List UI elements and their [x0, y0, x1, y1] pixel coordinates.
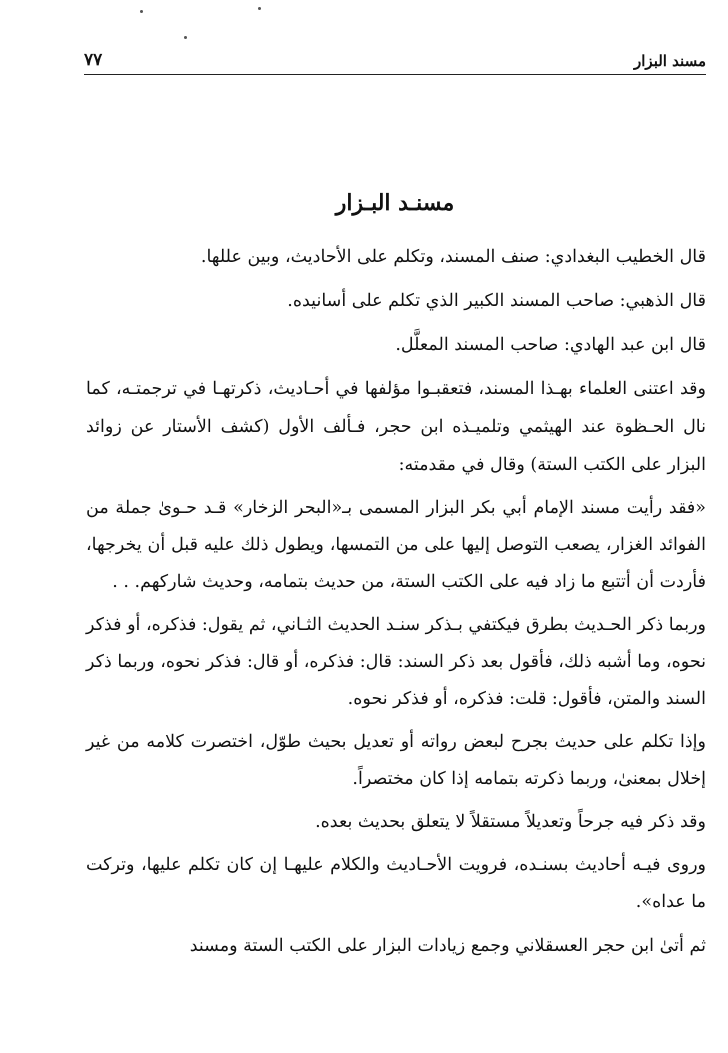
header-title: مسند البزار	[634, 52, 706, 70]
quote-paragraph: وإذا تكلم على حديث بجرح لبعض رواته أو تعديل بحيث طوّل، اختصرت كلامه من غير إخلال بمعنىٰ، وربما ذكرته بتمامه إذا كان مختصراً.	[86, 732, 706, 789]
quote-paragraph: وقد ذكر فيه جرحاً وتعديلاً مستقلاً لا يتعلق بحديث بعده.	[315, 812, 706, 832]
quote-paragraph: وروى فيـه أحاديث بسنـده، فرويت الأحـاديث والكلام عليهـا إن كان تكلم عليها، وتركت ما عداه».	[86, 855, 706, 912]
paragraph: وقد اعتنى العلماء بهـذا المسند، فتعقبـوا مؤلفها في أحـاديث، ذكرتهـا في ترجمتـه، كما نال الحـظوة عند الهيثمي وتلميـذه ابن حجر، فـألف الأول (كشف الأستار عن زوائد البزار على الكتب الستة) وقال في مقدمته:	[86, 379, 706, 475]
running-header	[84, 40, 706, 75]
scan-speck	[258, 7, 261, 10]
paragraph: قال ابن عبد الهادي: صاحب المسند المعلَّل.	[395, 335, 706, 355]
paragraph: ثم أتىٰ ابن حجر العسقلاني وجمع زيادات البزار على الكتب الستة ومسند	[189, 936, 706, 956]
paragraph: قال الخطيب البغدادي: صنف المسند، وتكلم على الأحاديث، وبين عللها.	[200, 247, 706, 267]
scan-speck	[184, 36, 187, 39]
scan-speck	[140, 10, 143, 13]
page-number: ٧٧	[84, 50, 103, 70]
quotation-block	[86, 490, 706, 921]
body-text	[86, 238, 706, 971]
section-title: مسنـد البـزار	[335, 190, 455, 216]
quote-paragraph: وربما ذكر الحـديث بطرق فيكتفي بـذكر سنـد الحديث الثـاني، ثم يقول: فذكره، أو فذكر نحوه، وما أشبه ذلك، فأقول بعد ذكر السند: قال: فذكره، أو قال: فذكر نحوه، وربما ذكر السند والمتن، فأقول: قلت: فذكره، أو فذكر نحوه.	[86, 615, 706, 709]
quote-paragraph: «فقد رأيت مسند الإمام أبي بكر البزار المسمى بـ«البحر الزخار» قـد حـوىٰ جملة من الفوائد الغزار، يصعب التوصل إليها على من التمسها، ويطول ذلك عليه قبل أن يخرجها، فأردت أن أتتبع ما زاد فيه على الكتب الستة، من حديث بتمامه، وحديث شاركهم. . .	[86, 498, 706, 592]
paragraph: قال الذهبي: صاحب المسند الكبير الذي تكلم على أسانيده.	[287, 291, 706, 311]
